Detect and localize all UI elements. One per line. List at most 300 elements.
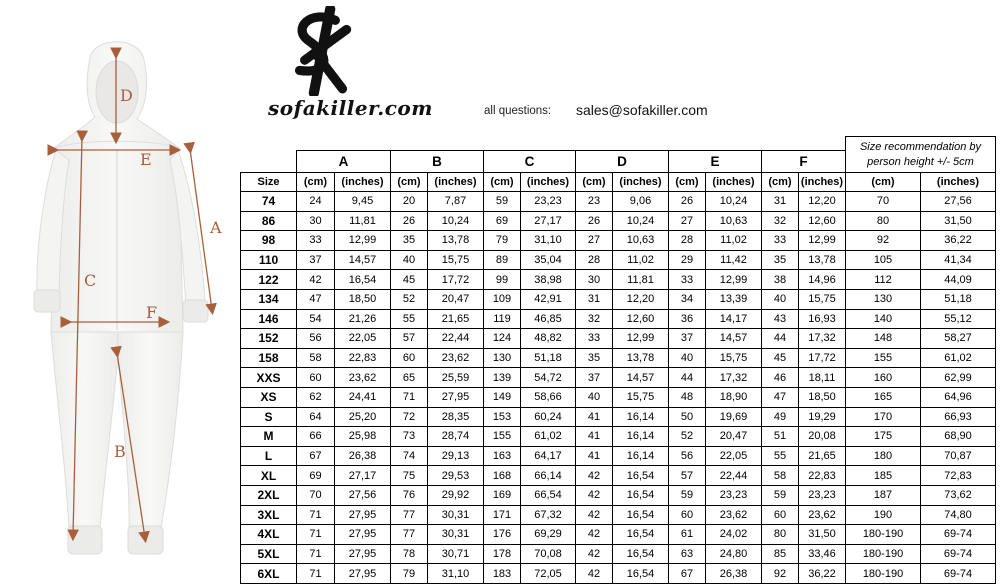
measurement-cell: 36 xyxy=(669,309,706,329)
measurement-cell: 16,93 xyxy=(799,309,846,329)
measurement-cell: 16,54 xyxy=(613,544,669,564)
measurement-cell: 49 xyxy=(762,407,799,427)
column-group-f: F xyxy=(762,151,846,173)
size-label: 2XL xyxy=(241,485,297,505)
table-row xyxy=(241,407,996,427)
measurement-cell: 12,60 xyxy=(799,211,846,231)
measurement-cell: 31,50 xyxy=(799,525,846,545)
measurement-cell: 26,38 xyxy=(706,564,762,584)
measurement-cell: 27 xyxy=(576,231,613,251)
measure-label-b: B xyxy=(114,442,126,461)
measurement-cell: 70 xyxy=(846,192,921,212)
measurement-cell: 27,95 xyxy=(335,525,391,545)
measurement-cell: 27,95 xyxy=(335,505,391,525)
measurement-cell: 16,54 xyxy=(613,485,669,505)
measurement-cell: 33 xyxy=(762,231,799,251)
size-label: 110 xyxy=(241,250,297,270)
measurement-cell: 16,54 xyxy=(335,270,391,290)
table-row xyxy=(241,387,996,407)
table-row xyxy=(241,329,996,349)
measurement-cell: 31,50 xyxy=(921,211,996,231)
measurement-cell: 178 xyxy=(484,544,521,564)
measurement-cell: 46 xyxy=(762,368,799,388)
measurement-cell: 180-190 xyxy=(846,564,921,584)
measurement-cell: 11,81 xyxy=(613,270,669,290)
measurement-cell: 77 xyxy=(391,505,428,525)
measurement-cell: 71 xyxy=(391,387,428,407)
measurement-cell: 22,83 xyxy=(799,466,846,486)
measurement-cell: 42 xyxy=(576,485,613,505)
measurement-cell: 22,05 xyxy=(335,329,391,349)
measurement-cell: 23,23 xyxy=(706,485,762,505)
table-row xyxy=(241,309,996,329)
measurement-cell: 163 xyxy=(484,446,521,466)
measurement-cell: 29,53 xyxy=(428,466,484,486)
measurement-cell: 20,08 xyxy=(799,427,846,447)
measurement-cell: 46,85 xyxy=(521,309,576,329)
measurement-cell: 25,20 xyxy=(335,407,391,427)
left-leg-shape xyxy=(51,332,118,528)
measurement-cell: 64 xyxy=(297,407,335,427)
onesie-silhouette xyxy=(34,42,208,554)
unit-cm-header: (cm) xyxy=(669,173,706,192)
measurement-cell: 11,81 xyxy=(335,211,391,231)
measurement-cell: 43 xyxy=(762,309,799,329)
measurement-cell: 30,31 xyxy=(428,505,484,525)
measurement-cell: 58 xyxy=(762,466,799,486)
measurement-cell: 160 xyxy=(846,368,921,388)
unit-cm-header: (cm) xyxy=(484,173,521,192)
measurement-cell: 64,17 xyxy=(521,446,576,466)
column-group-d: D xyxy=(576,151,669,173)
measurement-cell: 24,80 xyxy=(706,544,762,564)
measurement-cell: 18,90 xyxy=(706,387,762,407)
measurement-cell: 69 xyxy=(484,211,521,231)
table-row xyxy=(241,250,996,270)
measurement-cell: 75 xyxy=(391,466,428,486)
measurement-cell: 20,47 xyxy=(706,427,762,447)
measurement-cell: 21,26 xyxy=(335,309,391,329)
measurement-cell: 17,72 xyxy=(799,348,846,368)
measurement-cell: 19,69 xyxy=(706,407,762,427)
measurement-cell: 26,38 xyxy=(335,446,391,466)
measurement-cell: 165 xyxy=(846,387,921,407)
size-label: 5XL xyxy=(241,544,297,564)
measurement-cell: 71 xyxy=(297,525,335,545)
measurement-cell: 67 xyxy=(297,446,335,466)
measurement-cell: 73 xyxy=(391,427,428,447)
measurement-cell: 148 xyxy=(846,329,921,349)
measurement-cell: 51 xyxy=(762,427,799,447)
measurement-cell: 42 xyxy=(576,544,613,564)
measurement-cell: 63 xyxy=(669,544,706,564)
measurement-cell: 69 xyxy=(297,466,335,486)
measurement-cell: 54,72 xyxy=(521,368,576,388)
measurement-cell: 68,90 xyxy=(921,427,996,447)
measurement-cell: 40 xyxy=(391,250,428,270)
measurement-cell: 11,02 xyxy=(706,231,762,251)
measurement-cell: 153 xyxy=(484,407,521,427)
measurement-cell: 23,62 xyxy=(335,368,391,388)
measurement-cell: 72,05 xyxy=(521,564,576,584)
measurement-cell: 29,92 xyxy=(428,485,484,505)
measurement-cell: 42 xyxy=(297,270,335,290)
measurement-cell: 12,99 xyxy=(335,231,391,251)
measurement-cell: 12,20 xyxy=(613,289,669,309)
measurement-cell: 24 xyxy=(297,192,335,212)
measurement-cell: 65 xyxy=(391,368,428,388)
measurement-cell: 185 xyxy=(846,466,921,486)
measurement-cell: 62,99 xyxy=(921,368,996,388)
size-label: 4XL xyxy=(241,525,297,545)
measurement-cell: 175 xyxy=(846,427,921,447)
measurement-cell: 15,75 xyxy=(799,289,846,309)
measurement-cell: 140 xyxy=(846,309,921,329)
measurement-cell: 13,78 xyxy=(428,231,484,251)
measurement-cell: 69,29 xyxy=(521,525,576,545)
size-label: 134 xyxy=(241,289,297,309)
measurement-cell: 27,56 xyxy=(335,485,391,505)
measurement-cell: 27,95 xyxy=(428,387,484,407)
measurement-cell: 55 xyxy=(391,309,428,329)
measurement-cell: 27,17 xyxy=(335,466,391,486)
measurement-cell: 27,56 xyxy=(921,192,996,212)
measurement-cell: 11,42 xyxy=(706,250,762,270)
measurement-cell: 21,65 xyxy=(799,446,846,466)
size-label: 74 xyxy=(241,192,297,212)
unit-inches-header: (inches) xyxy=(335,173,391,192)
measurement-cell: 41 xyxy=(576,446,613,466)
measurement-cell: 10,24 xyxy=(428,211,484,231)
table-row xyxy=(241,368,996,388)
measurement-cell: 47 xyxy=(762,387,799,407)
measurement-cell: 35 xyxy=(762,250,799,270)
table-row xyxy=(241,211,996,231)
right-leg-shape xyxy=(118,332,183,528)
measurement-cell: 42 xyxy=(576,466,613,486)
measurement-cell: 30 xyxy=(576,270,613,290)
size-label: S xyxy=(241,407,297,427)
measurement-cell: 15,75 xyxy=(613,387,669,407)
measurement-cell: 155 xyxy=(484,427,521,447)
measurement-cell: 51,18 xyxy=(921,289,996,309)
right-cuff xyxy=(183,300,208,322)
measurement-cell: 28 xyxy=(669,231,706,251)
measurement-cell: 57 xyxy=(669,466,706,486)
measurement-cell: 71 xyxy=(297,564,335,584)
measurement-cell: 12,99 xyxy=(799,231,846,251)
unit-inches-header: (inches) xyxy=(799,173,846,192)
measurement-cell: 19,29 xyxy=(799,407,846,427)
measurement-cell: 50 xyxy=(669,407,706,427)
measurement-cell: 31 xyxy=(576,289,613,309)
column-group-a: A xyxy=(297,151,391,173)
measurement-cell: 190 xyxy=(846,505,921,525)
measurement-cell: 61,02 xyxy=(921,348,996,368)
measurement-cell: 33 xyxy=(297,231,335,251)
measurement-cell: 66,93 xyxy=(921,407,996,427)
measurement-cell: 7,87 xyxy=(428,192,484,212)
table-row xyxy=(241,427,996,447)
measurement-cell: 74,80 xyxy=(921,505,996,525)
questions-label: all questions: xyxy=(484,105,552,117)
measurement-cell: 85 xyxy=(762,544,799,564)
measurement-cell: 16,54 xyxy=(613,466,669,486)
measurement-cell: 40 xyxy=(576,387,613,407)
measurement-cell: 119 xyxy=(484,309,521,329)
measurement-cell: 112 xyxy=(846,270,921,290)
unit-cm-header: (cm) xyxy=(846,173,921,192)
site-name: sofakiller.com xyxy=(268,96,433,120)
measurement-cell: 45 xyxy=(391,270,428,290)
measurement-cell: 30,31 xyxy=(428,525,484,545)
left-cuff xyxy=(34,290,60,312)
measurement-cell: 20 xyxy=(391,192,428,212)
measurement-cell: 60,24 xyxy=(521,407,576,427)
measurement-cell: 14,17 xyxy=(706,309,762,329)
measurement-cell: 124 xyxy=(484,329,521,349)
measurement-cell: 20,47 xyxy=(428,289,484,309)
measurement-cell: 180-190 xyxy=(846,525,921,545)
measurement-cell: 31,10 xyxy=(428,564,484,584)
measurement-cell: 26 xyxy=(669,192,706,212)
measurement-cell: 27,95 xyxy=(335,564,391,584)
measurement-cell: 69-74 xyxy=(921,544,996,564)
measurement-cell: 30 xyxy=(297,211,335,231)
table-row xyxy=(241,192,996,212)
measurement-cell: 155 xyxy=(846,348,921,368)
measurement-cell: 42 xyxy=(576,525,613,545)
unit-inches-header: (inches) xyxy=(613,173,669,192)
size-label: M xyxy=(241,427,297,447)
measure-label-d: D xyxy=(120,86,133,105)
measurement-cell: 183 xyxy=(484,564,521,584)
measurement-cell: 31 xyxy=(762,192,799,212)
measurement-cell: 35 xyxy=(391,231,428,251)
measurement-cell: 26 xyxy=(391,211,428,231)
measurement-cell: 13,39 xyxy=(706,289,762,309)
measurement-cell: 130 xyxy=(484,348,521,368)
measurement-cell: 23,62 xyxy=(706,505,762,525)
measurement-cell: 58,66 xyxy=(521,387,576,407)
size-label: 152 xyxy=(241,329,297,349)
measurement-cell: 92 xyxy=(846,231,921,251)
measurement-cell: 171 xyxy=(484,505,521,525)
measurement-cell: 29 xyxy=(669,250,706,270)
measurement-cell: 66,14 xyxy=(521,466,576,486)
measurement-cell: 71 xyxy=(297,544,335,564)
measurement-cell: 67 xyxy=(669,564,706,584)
measurement-cell: 40 xyxy=(762,289,799,309)
measurement-cell: 55 xyxy=(762,446,799,466)
unit-inches-header: (inches) xyxy=(921,173,996,192)
measure-label-e: E xyxy=(140,150,152,169)
unit-cm-header: (cm) xyxy=(576,173,613,192)
measurement-cell: 28,74 xyxy=(428,427,484,447)
measurement-cell: 16,14 xyxy=(613,407,669,427)
measurement-cell: 79 xyxy=(484,231,521,251)
measurement-cell: 10,63 xyxy=(613,231,669,251)
measurement-cell: 35,04 xyxy=(521,250,576,270)
measurement-cell: 70 xyxy=(297,485,335,505)
measurement-cell: 56 xyxy=(669,446,706,466)
measurement-cell: 25,59 xyxy=(428,368,484,388)
measurement-cell: 13,78 xyxy=(613,348,669,368)
table-row xyxy=(241,289,996,309)
measurement-cell: 28,35 xyxy=(428,407,484,427)
measurement-cell: 16,14 xyxy=(613,427,669,447)
measurement-cell: 29,13 xyxy=(428,446,484,466)
table-row xyxy=(241,231,996,251)
size-label: XL xyxy=(241,466,297,486)
measurement-cell: 74 xyxy=(391,446,428,466)
table-row xyxy=(241,505,996,525)
measurement-cell: 34 xyxy=(669,289,706,309)
measurement-cell: 33 xyxy=(576,329,613,349)
measurement-cell: 69-74 xyxy=(921,564,996,584)
table-row xyxy=(241,564,996,584)
measurement-cell: 41,34 xyxy=(921,250,996,270)
measurement-cell: 23,23 xyxy=(521,192,576,212)
measurement-cell: 27 xyxy=(669,211,706,231)
measurement-cell: 12,99 xyxy=(706,270,762,290)
measurement-cell: 54 xyxy=(297,309,335,329)
measurement-cell: 48,82 xyxy=(521,329,576,349)
measurement-cell: 18,11 xyxy=(799,368,846,388)
table-row xyxy=(241,446,996,466)
measurement-cell: 14,57 xyxy=(613,368,669,388)
measurement-cell: 9,06 xyxy=(613,192,669,212)
measurement-cell: 18,50 xyxy=(335,289,391,309)
measurement-cell: 42 xyxy=(576,505,613,525)
measurement-cell: 16,14 xyxy=(613,446,669,466)
measurement-cell: 22,05 xyxy=(706,446,762,466)
measurement-cell: 69-74 xyxy=(921,525,996,545)
measurement-cell: 18,50 xyxy=(799,387,846,407)
measurement-cell: 23,62 xyxy=(428,348,484,368)
measurement-cell: 62 xyxy=(297,387,335,407)
size-chart-table xyxy=(240,136,996,584)
measurement-cell: 77 xyxy=(391,525,428,545)
measurement-cell: 26 xyxy=(576,211,613,231)
measurement-cell: 17,32 xyxy=(799,329,846,349)
size-label: 158 xyxy=(241,348,297,368)
unit-cm-header: (cm) xyxy=(391,173,428,192)
unit-inches-header: (inches) xyxy=(706,173,762,192)
measurement-cell: 23 xyxy=(576,192,613,212)
measurement-cell: 28 xyxy=(576,250,613,270)
size-label: 98 xyxy=(241,231,297,251)
measurement-cell: 80 xyxy=(762,525,799,545)
measurement-cell: 52 xyxy=(669,427,706,447)
measurement-cell: 36,22 xyxy=(921,231,996,251)
measurement-cell: 42 xyxy=(576,564,613,584)
measurement-cell: 38 xyxy=(762,270,799,290)
size-header: Size xyxy=(241,173,297,192)
measurement-cell: 76 xyxy=(391,485,428,505)
measurement-cell: 21,65 xyxy=(428,309,484,329)
measurement-cell: 60 xyxy=(669,505,706,525)
table-row xyxy=(241,485,996,505)
measurement-cell: 11,02 xyxy=(613,250,669,270)
measurement-cell: 149 xyxy=(484,387,521,407)
measurement-cell: 42,91 xyxy=(521,289,576,309)
measurement-cell: 12,99 xyxy=(613,329,669,349)
measurement-cell: 89 xyxy=(484,250,521,270)
measurement-cell: 16,54 xyxy=(613,564,669,584)
measurement-cell: 17,72 xyxy=(428,270,484,290)
measurement-cell: 169 xyxy=(484,485,521,505)
measurement-cell: 52 xyxy=(391,289,428,309)
measurement-cell: 12,60 xyxy=(613,309,669,329)
table-row xyxy=(241,525,996,545)
measurement-cell: 71 xyxy=(297,505,335,525)
table-row xyxy=(241,544,996,564)
measurement-cell: 180 xyxy=(846,446,921,466)
measurement-cell: 72 xyxy=(391,407,428,427)
measurement-cell: 57 xyxy=(391,329,428,349)
measurement-cell: 64,96 xyxy=(921,387,996,407)
measurement-cell: 180-190 xyxy=(846,544,921,564)
measure-label-c: C xyxy=(84,271,97,290)
measurement-cell: 80 xyxy=(846,211,921,231)
measurement-cell: 22,44 xyxy=(706,466,762,486)
measurement-cell: 10,24 xyxy=(706,192,762,212)
measurement-cell: 56 xyxy=(297,329,335,349)
measurement-cell: 36,22 xyxy=(799,564,846,584)
measurement-cell: 73,62 xyxy=(921,485,996,505)
header-spacer xyxy=(241,137,846,151)
measurement-cell: 38,98 xyxy=(521,270,576,290)
size-label: 122 xyxy=(241,270,297,290)
measurement-cell: 37 xyxy=(297,250,335,270)
measurement-cell: 79 xyxy=(391,564,428,584)
measure-label-a: A xyxy=(210,218,222,237)
measurement-cell: 170 xyxy=(846,407,921,427)
measurement-cell: 41 xyxy=(576,427,613,447)
contact-email[interactable]: sales@sofakiller.com xyxy=(576,102,708,118)
measurement-cell: 33 xyxy=(669,270,706,290)
measurement-cell: 10,24 xyxy=(613,211,669,231)
measurement-cell: 32 xyxy=(762,211,799,231)
measurement-cell: 176 xyxy=(484,525,521,545)
size-label: 6XL xyxy=(241,564,297,584)
sk-logo xyxy=(283,6,357,96)
measurement-cell: 72,83 xyxy=(921,466,996,486)
measurement-cell: 37 xyxy=(669,329,706,349)
measurement-cell: 23,23 xyxy=(799,485,846,505)
measurement-cell: 31,10 xyxy=(521,231,576,251)
measurement-cell: 58,27 xyxy=(921,329,996,349)
size-label: 86 xyxy=(241,211,297,231)
measurement-cell: 14,96 xyxy=(799,270,846,290)
measurement-cell: 16,54 xyxy=(613,505,669,525)
measurement-cell: 51,18 xyxy=(521,348,576,368)
measurement-cell: 168 xyxy=(484,466,521,486)
unit-cm-header: (cm) xyxy=(297,173,335,192)
measurement-cell: 37 xyxy=(576,368,613,388)
size-label: XS xyxy=(241,387,297,407)
unit-inches-header: (inches) xyxy=(428,173,484,192)
measurement-cell: 44 xyxy=(669,368,706,388)
right-ankle-cuff xyxy=(128,526,163,554)
table-row xyxy=(241,270,996,290)
measurement-cell: 45 xyxy=(762,348,799,368)
measurement-cell: 33,46 xyxy=(799,544,846,564)
measurement-cell: 44 xyxy=(762,329,799,349)
size-col-spacer xyxy=(241,151,297,173)
measurement-cell: 70,08 xyxy=(521,544,576,564)
